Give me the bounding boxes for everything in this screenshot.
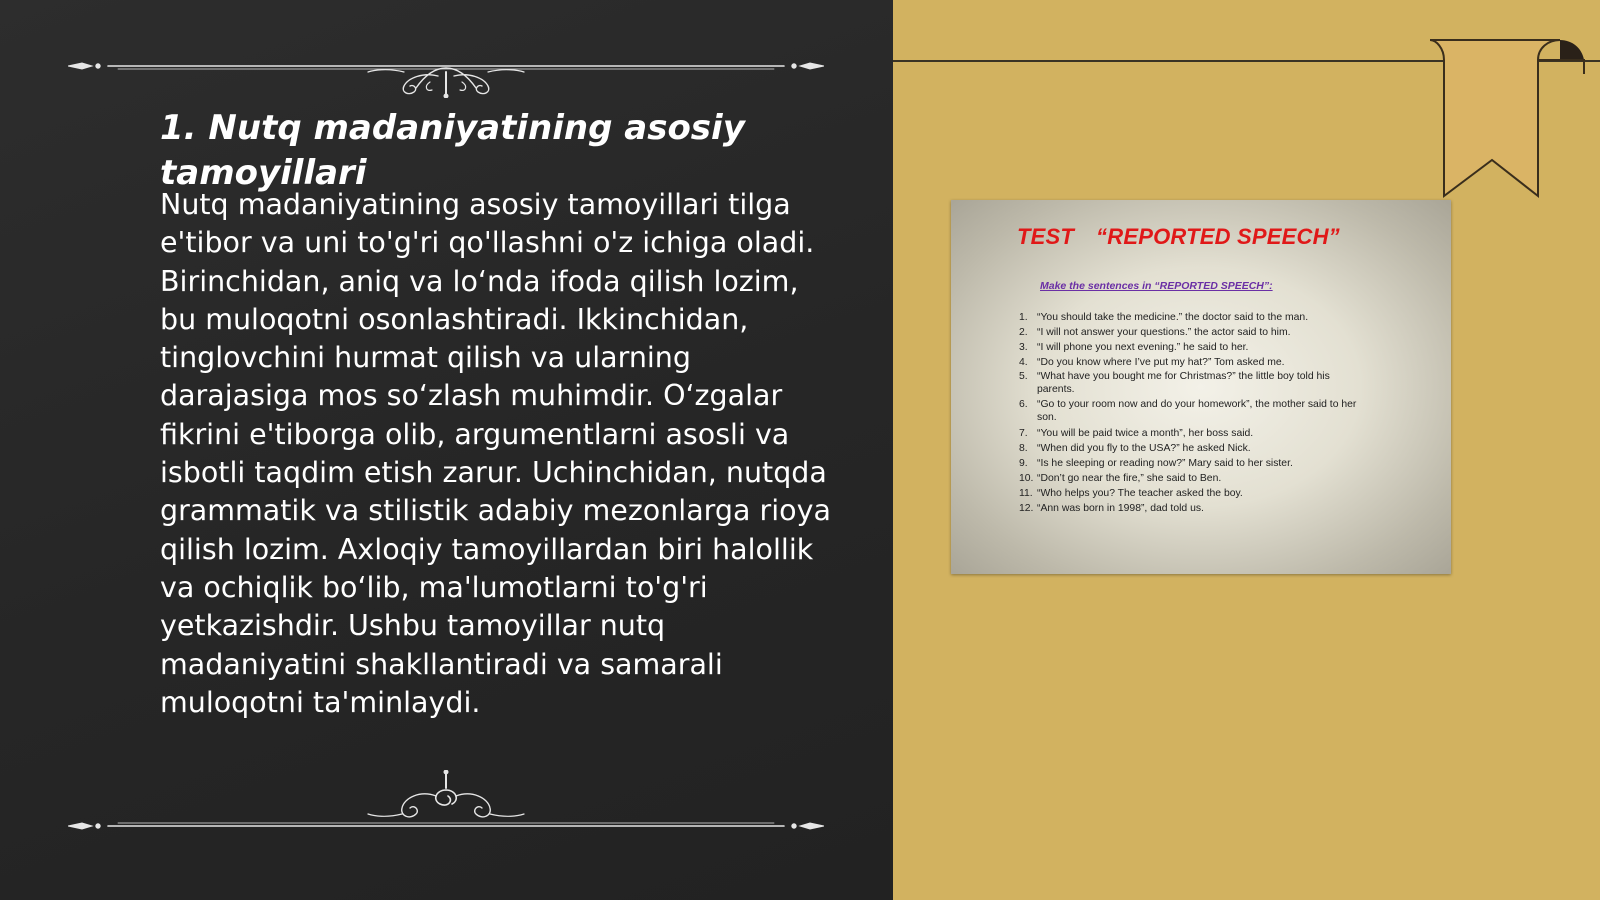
test-item: [1019, 310, 1363, 325]
test-item-text: “You should take the medicine.” the doctor said to the man.: [1037, 312, 1309, 323]
test-instruction: Make the sentences in “REPORTED SPEECH”:: [1040, 280, 1273, 292]
test-item: [1019, 471, 1363, 486]
test-item-text: “Who helps you? The teacher asked the boy.: [1037, 488, 1243, 499]
test-item-number: 1.: [1019, 312, 1028, 323]
test-item-number: 7.: [1019, 428, 1028, 439]
test-item-number: 2.: [1019, 327, 1028, 338]
test-item: [1019, 398, 1363, 424]
test-item-number: 6.: [1019, 399, 1028, 410]
test-item-text: “I will phone you next evening.” he said to her.: [1037, 342, 1249, 353]
test-item: [1019, 426, 1363, 441]
slide-body-text: Nutq madaniyatining asosiy tamoyillari tilga e'tibor va uni to'g'ri qo'llashni o'z ichiga oladi. Birinchidan, aniq va lo‘nda ifoda qilish lozim, bu muloqotni osonlashtiradi. Ikkinchidan, tinglovchini hurmat qilish va ularning darajasiga mos so‘zlash muhimdir. O‘zgalar fikrini e'tiborga olib, argumentlarni asosli va isbotli taqdim etish zarur. Uchinchidan, nutqda grammatik va stilistik adabiy mezonlarga rioya qilish lozim. Axloqiy tamoyillardan biri halollik va ochiqlik bo‘lib, ma'lumotlarni to'g'ri yetkazishdir. Ushbu tamoyillar nutq madaniyatini shakllantiradi va samarali muloqotni ta'minlaydi.: [160, 188, 831, 719]
test-title-left: TEST: [1017, 224, 1075, 249]
test-item-text: “What have you bought me for Christmas?” the little boy told his parents.: [1037, 371, 1330, 395]
test-item-number: 12.: [1019, 503, 1034, 514]
bottom-flourish-divider-icon: [68, 770, 824, 830]
test-item-text: “Go to your room now and do your homework”, the mother said to her son.: [1037, 399, 1357, 423]
test-item-number: 9.: [1019, 458, 1028, 469]
test-item-number: 11.: [1019, 488, 1033, 499]
ribbon-bookmark-icon: [1430, 34, 1600, 204]
test-item: [1019, 325, 1363, 340]
test-item: [1019, 441, 1363, 456]
test-item: [1019, 370, 1363, 396]
test-item-number: 10.: [1019, 473, 1034, 484]
test-item-text: “Ann was born in 1998”, dad told us.: [1037, 503, 1204, 514]
test-item: [1019, 355, 1363, 370]
test-item-text: “Don’t go near the fire,” she said to Ben.: [1037, 473, 1222, 484]
test-item-text: “You will be paid twice a month”, her boss said.: [1037, 428, 1254, 439]
test-item: [1019, 456, 1363, 471]
test-item-number: 5.: [1019, 371, 1028, 382]
test-item-text: “When did you fly to the USA?” he asked Nick.: [1037, 443, 1251, 454]
test-item-number: 8.: [1019, 443, 1028, 454]
test-item: [1019, 340, 1363, 355]
test-items-list: [1019, 310, 1363, 516]
reported-speech-test-image: [951, 200, 1451, 574]
test-item: [1019, 501, 1363, 516]
test-item: [1019, 486, 1363, 501]
test-item-text: “I will not answer your questions.” the actor said to him.: [1037, 327, 1291, 338]
test-item-number: 4.: [1019, 357, 1028, 368]
top-flourish-divider-icon: [68, 38, 824, 98]
test-item-text: “Do you know where I’ve put my hat?” Tom asked me.: [1037, 357, 1285, 368]
test-item-number: 3.: [1019, 342, 1028, 353]
test-title-right: “REPORTED SPEECH”: [1096, 224, 1340, 249]
slide-title: 1. Nutq madaniyatining asosiy tamoyillari: [160, 108, 745, 193]
test-title: [1017, 224, 1340, 250]
test-item-text: “Is he sleeping or reading now?” Mary said to her sister.: [1037, 458, 1293, 469]
